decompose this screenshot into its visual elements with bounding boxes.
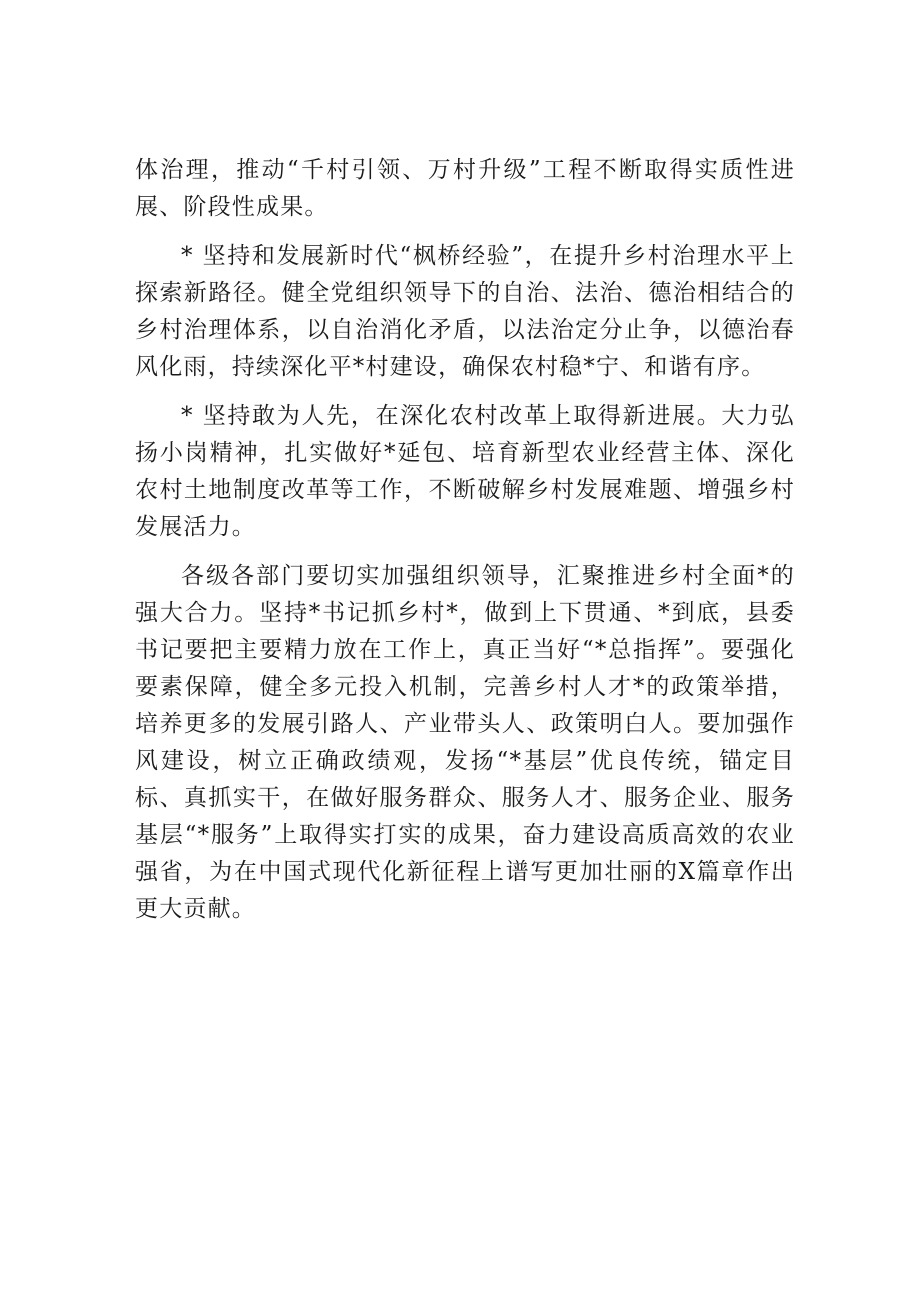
paragraph-fengqiao-experience: * 坚持和发展新时代“枫桥经验”，在提升乡村治理水平上探索新路径。健全党组织领导下的自治、法治、德治相结合的乡村治理体系，以自治消化矛盾，以法治定分止争，以德治春风化雨，持续深化平*村建设，确保农村稳*宁、和谐有序。 xyxy=(135,243,795,380)
paragraph-continuation: 体治理，推动“千村引领、万村升级”工程不断取得实质性进展、阶段性成果。 xyxy=(135,157,795,220)
document-body xyxy=(135,152,795,940)
paragraph-organizational-leadership: 各级各部门要切实加强组织领导，汇聚推进乡村全面*的强大合力。坚持*书记抓乡村*，做到上下贯通、*到底，县委书记要把主要精力放在工作上，真正当好“*总指挥”。要强化要素保障，健全多元投入机制，完善乡村人才*的政策举措，培养更多的发展引路人、产业带头人、政策明白人。要加强作风建设，树立正确政绩观，发扬“*基层”优良传统，锚定目标、真抓实干，在做好服务群众、服务人才、服务企业、服务基层“*服务”上取得实打实的成果，奋力建设高质高效的农业强省，为在中国式现代化新征程上谱写更加壮丽的X篇章作出更大贡献。 xyxy=(135,563,795,922)
paragraph-rural-reform: * 坚持敢为人先，在深化农村改革上取得新进展。大力弘扬小岗精神，扎实做好*延包、培育新型农业经营主体、深化农村土地制度改革等工作，不断破解乡村发展难题、增强乡村发展活力。 xyxy=(135,403,795,540)
